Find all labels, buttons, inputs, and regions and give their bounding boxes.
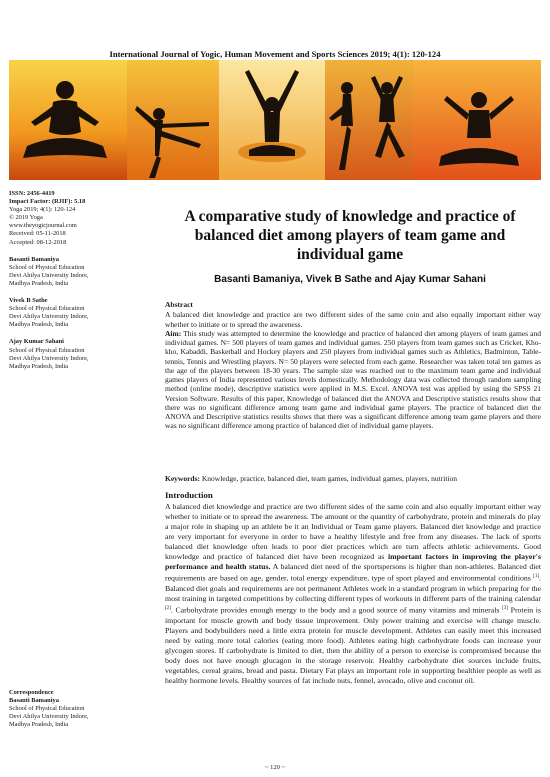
page-number: ~ 120 ~: [264, 764, 286, 771]
affiliation-line: Madhya Pradesh, India: [9, 279, 69, 287]
affiliation-line: School of Physical Education: [9, 346, 85, 354]
affiliation-name: Ajay Kumar Sahani: [9, 338, 64, 346]
volume: Yoga 2019; 4(1): 120-124: [9, 206, 76, 214]
correspondence-block: [9, 689, 157, 729]
introduction-body: [165, 502, 541, 686]
affiliation-line: School of Physical Education: [9, 263, 85, 271]
citation-ref-3[interactable]: [3]: [502, 606, 508, 612]
abstract-intro: A balanced diet knowledge and practice are two different sides of the same coin and also equally important either way whether to initiate or to spread the awareness.: [165, 310, 541, 329]
accepted-date: Accepted: 08-12-2018: [9, 238, 67, 246]
journal-header: International Journal of Yogic, Human Movement and Sports Sciences 2019; 4(1): 120-124: [109, 49, 441, 59]
intro-text-2: A balanced diet need of the sportspersons is higher than non-athletes. Balanced diet requirements are based on age, gender, total energy expenditure, type of sport played and environmental conditions: [165, 562, 542, 583]
affiliation-line: Devi Ahilya University Indore,: [9, 271, 89, 279]
intro-text-1: A balanced diet knowledge and practice are two different sides of the same coin and also equally important either way whether to initiate or to spread the awareness. The amount or the quantity of carbohydrate, protein and minerals do play a major role in shaping up an athlete be it an Individual or Team game players. Balanced diet knowledge and practice are very important for everyone in order to have a healthy lifestyle and free from any diseases. The lack of sports balanced diet knowledge often leads to poor diet practices which are turn affects athletic achievements. Good knowledge and practice of balanced diet have been recognized as: [165, 502, 541, 562]
affiliation-line: Madhya Pradesh, India: [9, 362, 69, 370]
received-date: Received: 05-11-2018: [9, 230, 66, 238]
correspondence-heading: Correspondence: [9, 689, 54, 696]
abstract-heading: Abstract: [165, 300, 193, 309]
citation-ref-1[interactable]: [1]: [533, 574, 540, 580]
copyright: © 2019 Yoga: [9, 214, 43, 222]
introduction-heading: Introduction: [165, 490, 213, 500]
keywords-line: [165, 474, 541, 483]
affiliation-2: [9, 297, 157, 329]
correspondence-line: Madhya Pradesh, India: [9, 721, 69, 729]
intro-bold-text: important factors in improving the player's performance and health status.: [165, 552, 541, 572]
intro-text-4: . Carbohydrate provides enough energy to the body and a good source of many vitamins and minerals: [170, 605, 500, 615]
yoga-silhouettes-illustration: [9, 60, 541, 180]
correspondence-line: Devi Ahilya University Indore,: [9, 713, 89, 721]
affiliation-line: Madhya Pradesh, India: [9, 321, 69, 329]
impact-factor: Impact Factor: (RJIF): 5.18: [9, 198, 86, 206]
yoga-banner-image: [9, 60, 541, 180]
article-metadata: [9, 190, 157, 371]
aim-text: This study was attempted to determine the knowledge and practice of balanced diet among players of team games and individual games. N= 500 players of team games and individual games. 250 players from team games such as Cricket, Kho-kho, Kabaddi, Basketball and Hockey players and 250 players from individual games such as Athletics, Badminton, Table-tennis, Tennis and Wrestling players. N= 50 players were selected from each game. Researcher was taken total ten games as the age of the players between 18-30 years. The sample size was reached out to the maximum team game and individual games players of India represented various levels domestically. Methodology data was collected through random sampling method (online mode), descriptive statistics were applied in M.S. Excel. ANOVA test was applied by using the SPSS 21 Version Software. Results of this paper, Knowledge of balanced diet the ANOVA and Descriptive statistics results show that there was no significant difference among team game and individual game players. The practice of balanced diet the ANOVA and Descriptive statistics results shows that there was a significant difference among team game players and there was no significant difference among practice of balanced diet of individual game players.: [165, 328, 541, 431]
intro-text-3: . Balanced diet goals and requirements are not permanent Athletes work in a standard program in which preparing for the most training in targeted competitions by collecting different types of workouts in different parts of the training calendar: [165, 573, 541, 604]
affiliation-line: Devi Ahilya University Indore,: [9, 313, 89, 321]
citation-ref-2[interactable]: [2]: [165, 606, 171, 612]
website-link[interactable]: www.theyogicjournal.com: [9, 222, 77, 230]
article-title: A comparative study of knowledge and practice of balanced diet among players of team game and individual game: [184, 208, 516, 263]
abstract-section: [165, 300, 541, 431]
affiliation-line: Devi Ahilya University Indore,: [9, 354, 89, 362]
correspondence-line: School of Physical Education: [9, 705, 85, 713]
affiliation-3: [9, 338, 157, 370]
correspondence-name: Basanti Bamaniya: [9, 697, 59, 705]
article-authors: Basanti Bamaniya, Vivek B Sathe and Ajay Kumar Sahani: [214, 274, 486, 285]
affiliation-line: School of Physical Education: [9, 305, 85, 313]
affiliation-name: Basanti Bamaniya: [9, 255, 59, 263]
keywords-label: Keywords:: [165, 474, 200, 483]
intro-text-5: Protein is important for muscle growth and body tissue improvement. Only power training and exercise will change muscle. Players and bodybuilders need a little extra protein for muscle development. Athletes can easily meet this increased need by eating more total calories (eating more food). Athletes eating high carbohydrate foods can increase your glycogen stores. If carbohydrate is limited to diet, then the ability of a person to exercise is compromised because the body does not have enough glucagon in the storage reservoir. Healthy carbohydrate diet sources include fruits, vegetables, cereal grains, bread and pasta. Dietary Fat plays an important role in supporting healthier people as well as healthy hormone levels. Healthy sources of fat include nuts, fennel, avocado, olive and coconut oil.: [165, 605, 541, 685]
keywords-text: Knowledge, practice, balanced diet, team games, individual games, players, nutrition: [201, 474, 457, 483]
affiliation-1: [9, 256, 157, 288]
issn: ISSN: 2456-4419: [9, 190, 55, 197]
affiliation-name: Vivek B Sathe: [9, 297, 48, 305]
aim-label: Aim:: [165, 328, 182, 338]
